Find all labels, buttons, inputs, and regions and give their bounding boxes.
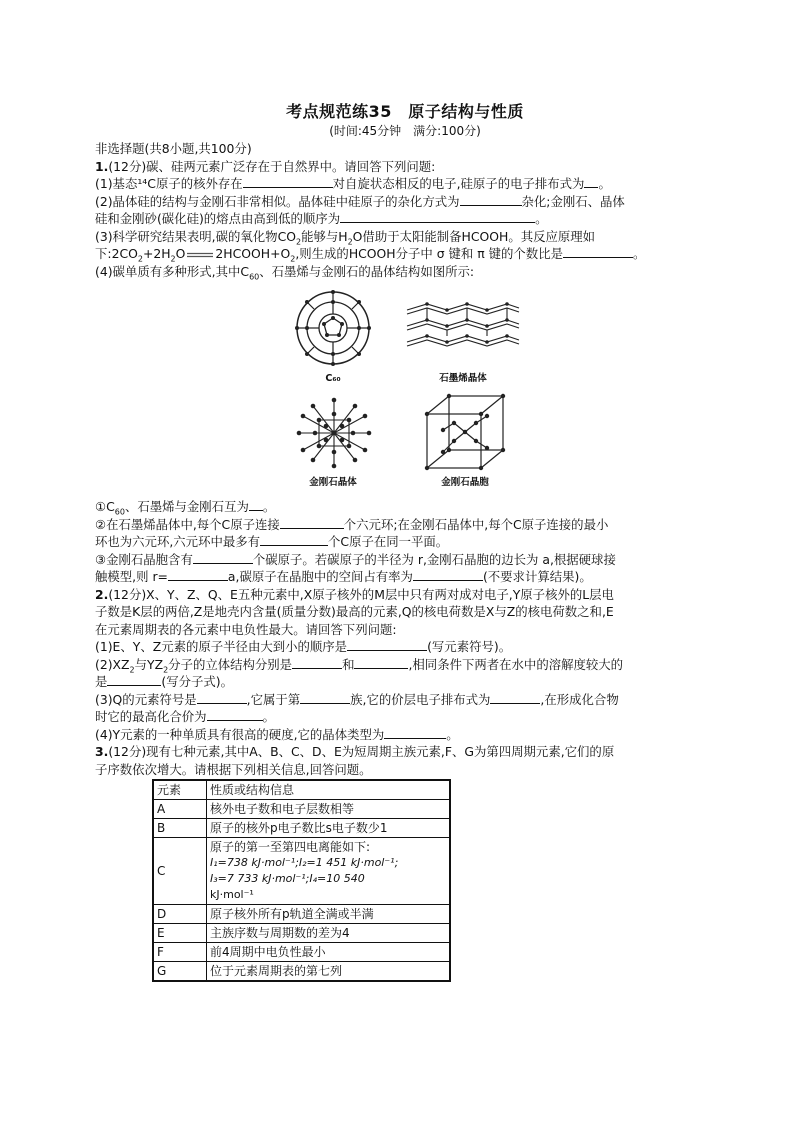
- text: 是: [95, 674, 108, 689]
- graphene-label: 石墨烯晶体: [439, 373, 487, 384]
- q1-sub3-cont: [95, 568, 715, 586]
- q2-line3: 在元素周期表的各元素中电负性最大。请回答下列问题:: [95, 621, 397, 637]
- page-title: 考点规范练35 原子结构与性质: [286, 102, 524, 121]
- ionization-intro: 原子的第一至第四电离能如下:: [210, 840, 371, 854]
- text: (写元素符号)。: [427, 639, 512, 654]
- text: 触模型,则 r=: [95, 569, 168, 584]
- answer-blank[interactable]: [193, 552, 253, 564]
- text: (12分)现有七种元素,其中A、B、C、D、E为短周期主族元素,F、G为第四周期元素,它们的原: [108, 744, 615, 759]
- table-row: [153, 819, 450, 838]
- text: (3)Q的元素符号是: [95, 691, 197, 707]
- text: (4)碳单质有多种形式,其中C: [95, 263, 250, 279]
- diamond-cell-label: 金刚石晶胞: [441, 477, 489, 488]
- text: 分子的立体结构分别是: [168, 656, 293, 672]
- text: (2)晶体硅的结构与金刚石非常相似。晶体硅中硅原子的杂化方式为: [95, 193, 460, 209]
- q1-intro-text: (12分)碳、硅两元素广泛存在于自然界中。请回答下列问题:: [108, 158, 436, 174]
- graphene-figure: [403, 298, 523, 365]
- text: 、石墨烯与金刚石的晶体结构如图所示:: [259, 263, 475, 279]
- table-cell: 主族序数与周期数的差为4: [207, 924, 451, 943]
- text: ,相同条件下两者在水中的溶解度较大的: [408, 656, 624, 672]
- q2-part3: [95, 691, 715, 709]
- table-row: [153, 924, 450, 943]
- text: +2H: [142, 246, 171, 261]
- table-cell: D: [153, 905, 207, 924]
- q2-part2-cont: [95, 673, 715, 691]
- text: 。: [535, 211, 548, 226]
- answer-blank[interactable]: [563, 246, 633, 258]
- answer-blank[interactable]: [280, 517, 344, 529]
- ionization-line: I₁=738 kJ·mol⁻¹;I₂=1 451 kJ·mol⁻¹;: [210, 856, 399, 869]
- answer-blank[interactable]: [292, 657, 342, 669]
- q3-number: 3.: [95, 744, 109, 759]
- answer-blank[interactable]: [300, 692, 350, 704]
- answer-blank[interactable]: [490, 692, 540, 704]
- answer-blank[interactable]: [384, 727, 446, 739]
- text: ,则生成的HCOOH分子中 σ 键和 π 键的个数比是: [295, 246, 563, 261]
- q1-sub3: [95, 551, 715, 569]
- table-cell: C: [153, 838, 207, 905]
- subscript: 2: [290, 254, 296, 264]
- text: (1)E、Y、Z元素的原子半径由大到小的顺序是: [95, 639, 348, 654]
- answer-blank[interactable]: [107, 674, 161, 686]
- text: (4)Y元素的一种单质具有很高的硬度,它的晶体类型为: [95, 726, 385, 742]
- diamond-crystal-label: 金刚石晶体: [309, 477, 357, 488]
- text: 和: [342, 656, 355, 672]
- text: ②在石墨烯晶体中,每个C原子连接: [95, 516, 280, 532]
- text: ①C: [95, 499, 115, 514]
- text: 能够与H: [301, 228, 348, 244]
- table-row: [153, 800, 450, 819]
- subscript: 2: [163, 664, 169, 674]
- text: 。: [262, 709, 275, 724]
- diamond-unit-cell-icon: [423, 392, 507, 472]
- section-heading: 非选择题(共8小题,共100分): [95, 141, 252, 156]
- answer-blank[interactable]: [197, 692, 247, 704]
- q3-line2: 子序数依次增大。请根据下列相关信息,回答问题。: [95, 761, 372, 777]
- q1-part2: [95, 193, 715, 211]
- element-info-table: [152, 779, 451, 982]
- page-subtitle: (时间:45分钟 满分:100分): [329, 124, 481, 138]
- subscript: 60: [249, 271, 260, 281]
- text: O借助于太阳能制备HCOOH。其反应原理如: [352, 228, 596, 244]
- c60-structure-icon: [293, 288, 373, 368]
- crystal-figures: [95, 284, 715, 494]
- ionization-line: kJ·mol⁻¹: [210, 888, 254, 901]
- q1-sub2-cont: [95, 533, 715, 551]
- table-cell: G: [153, 962, 207, 982]
- answer-blank[interactable]: [243, 176, 333, 188]
- text: 族,它的价层电子排布式为: [350, 691, 491, 707]
- table-cell: [207, 838, 451, 905]
- q3-line1: [95, 743, 715, 761]
- subscript: 2: [137, 254, 143, 264]
- table-cell: F: [153, 943, 207, 962]
- ionization-line: I₃=7 733 kJ·mol⁻¹;I₄=10 540: [210, 872, 365, 885]
- answer-blank[interactable]: [207, 709, 263, 721]
- table-cell: 核外电子数和电子层数相等: [207, 800, 451, 819]
- table-cell: A: [153, 800, 207, 819]
- q1-part3: [95, 228, 715, 246]
- q1-number: 1.: [95, 158, 109, 174]
- text: a,碳原子在晶胞中的空间占有率为: [227, 569, 413, 584]
- table-cell: 位于元素周期表的第七列: [207, 962, 451, 982]
- text: ③金刚石晶胞含有: [95, 551, 193, 567]
- q1-part3-cont: [95, 245, 715, 263]
- text: O: [175, 246, 186, 261]
- text: (12分)X、Y、Z、Q、E五种元素中,X原子核外的M层中只有两对成对电子,Y原子核外的L层电: [108, 586, 614, 602]
- diamond-cell-figure: [423, 392, 507, 477]
- table-header-row: [153, 780, 450, 800]
- c60-label: C₆₀: [325, 373, 341, 384]
- q2-part4: [95, 726, 715, 744]
- text: (写分子式)。: [161, 674, 234, 689]
- answer-blank[interactable]: [168, 569, 228, 581]
- text: 原子的核外存在: [155, 176, 243, 191]
- table-header-cell: 元素: [153, 780, 207, 800]
- q1-part1: [95, 175, 715, 193]
- table-row: [153, 905, 450, 924]
- answer-blank[interactable]: [249, 499, 263, 511]
- answer-blank[interactable]: [260, 534, 328, 546]
- table-row: [153, 962, 450, 982]
- isotope: ¹⁴C: [137, 176, 156, 191]
- text: 硅和金刚砂(碳化硅)的熔点由高到低的顺序为: [95, 211, 341, 226]
- text: (3)科学研究结果表明,碳的氧化物CO: [95, 228, 296, 244]
- text: 与YZ: [134, 656, 164, 672]
- text: 、石墨烯与金刚石互为: [124, 499, 249, 514]
- diamond-crystal-figure: [293, 396, 375, 475]
- subscript: 2: [347, 236, 353, 246]
- text: 下:2CO: [95, 246, 138, 261]
- content: [95, 140, 715, 778]
- equilibrium-arrow-icon: [185, 251, 215, 259]
- text: ,它属于第: [246, 691, 301, 707]
- table-row: [153, 943, 450, 962]
- text: 2HCOOH+O: [215, 246, 291, 261]
- answer-blank[interactable]: [584, 176, 598, 188]
- text: 。: [262, 499, 276, 514]
- q2-part3-cont: [95, 708, 715, 726]
- text: 。: [598, 176, 611, 191]
- subscript: 60: [114, 507, 125, 517]
- subscript: 2: [170, 254, 176, 264]
- text: 对自旋状态相反的电子,硅原子的电子排布式为: [332, 176, 585, 191]
- table-cell: 前4周期中电负性最小: [207, 943, 451, 962]
- graphene-structure-icon: [403, 298, 523, 360]
- text: 。: [632, 246, 646, 261]
- table-cell: 原子核外所有p轨道全满或半满: [207, 905, 451, 924]
- table-cell: E: [153, 924, 207, 943]
- q2-line1: [95, 586, 715, 604]
- table-cell: B: [153, 819, 207, 838]
- q1-part4: [95, 263, 715, 281]
- text: 个C原子在同一平面。: [328, 534, 449, 549]
- answer-blank[interactable]: [460, 194, 522, 206]
- text: 。: [446, 726, 459, 742]
- text: 个碳原子。若碳原子的半径为 r,金刚石晶胞的边长为 a,根据硬球接: [252, 551, 616, 567]
- q2-line2: 子数是K层的两倍,Z是地壳内含量(质量分数)最高的元素,Q的核电荷数是X与Z的核电荷数之和,E: [95, 604, 614, 619]
- text: 杂化;金刚石、晶体: [521, 193, 625, 209]
- answer-blank[interactable]: [340, 211, 535, 223]
- subscript: 2: [129, 664, 135, 674]
- q1-intro: [95, 158, 715, 176]
- q2-part1: [95, 638, 715, 656]
- text: 时它的最高化合价为: [95, 709, 207, 724]
- text: 环也为六元环,六元环中最多有: [95, 534, 261, 549]
- diamond-crystal-icon: [293, 396, 375, 470]
- text: (2)XZ: [95, 656, 130, 672]
- text: (不要求计算结果)。: [482, 569, 592, 584]
- c60-figure: [293, 288, 373, 373]
- text: ,在形成化合物: [540, 691, 619, 707]
- table-header-cell: 性质或结构信息: [207, 780, 451, 800]
- text: 个六元环;在金刚石晶体中,每个C原子连接的最小: [343, 516, 609, 532]
- q2-part2: [95, 656, 715, 674]
- subscript: 2: [295, 236, 302, 246]
- q1-sub2: [95, 516, 715, 534]
- answer-blank[interactable]: [413, 569, 483, 581]
- table-row: [153, 838, 450, 905]
- q1-part2-cont: [95, 210, 715, 228]
- q2-number: 2.: [95, 586, 109, 602]
- table-cell: 原子的核外p电子数比s电子数少1: [207, 819, 451, 838]
- text: (1)基态: [95, 176, 138, 191]
- q1-sub1: [95, 498, 715, 516]
- answer-blank[interactable]: [347, 639, 427, 651]
- answer-blank[interactable]: [354, 657, 408, 669]
